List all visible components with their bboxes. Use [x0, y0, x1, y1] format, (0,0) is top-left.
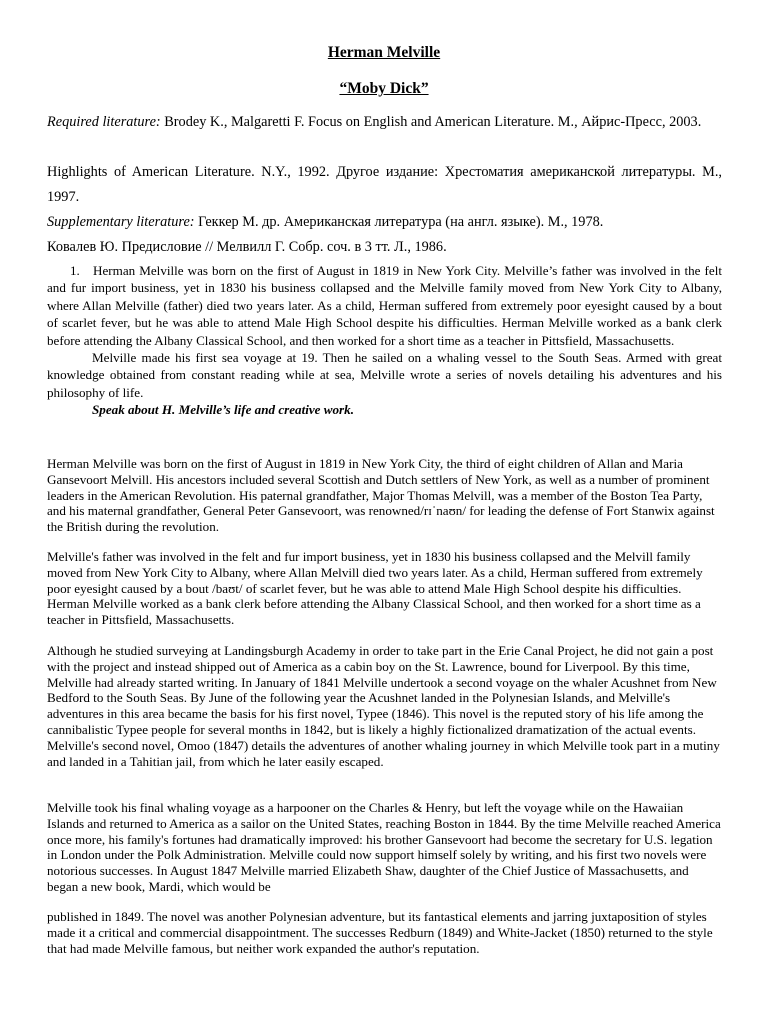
supplementary-literature-text: Геккер М. др. Американская литература (на англ. языке). М., 1978.: [194, 214, 604, 230]
task-prompt: Speak about H. Melville’s life and creative work.: [92, 402, 354, 418]
required-literature-label: Required literature:: [47, 114, 161, 130]
body-paragraph-1: Herman Melville was born on the first of August in 1819 in New York City, the third of eight children of Allan and Maria Gansevoort Melvill. His ancestors included several Scottish and Dutch settlers of New York, as well as a number of prominent leaders in the American Revolution. His paternal grandfather, Major Thomas Melvill, was a member of the Boston Tea Party, and his maternal grandfather, General Peter Gansevoort, was renowned/rɪˈnaʊn/ for leading the defense of Fort Stanwix against the British during the revolution.: [47, 456, 715, 535]
numbered-paragraph-1-text: Herman Melville was born on the first of August in 1819 in New York City. Melville’s father was involved in the felt and fur import business, yet in 1830 his business collapsed and the Melville family moved from New York City to Albany, where Allan Melville (father) died two years later. As a child, Herman suffered from extremely poor eyesight caused by a bout of scarlet fever, but he was able to attend Male High School despite his difficulties. Herman Melville worked as a bank clerk before attending the Albany Classical School, and then worked for a short time as a teacher in Pittsfield, Massachusetts.: [47, 263, 722, 348]
numbered-paragraph-2: Melville made his first sea voyage at 19. Then he sailed on a whaling vessel to the South Seas. Armed with great knowledge obtained from constant reading while at sea, Melville wrote a series of novels detailing his adventures and his philosophy of life.: [47, 350, 722, 400]
page-subtitle: “Moby Dick”: [339, 80, 429, 97]
numbered-paragraph-1: [47, 262, 722, 349]
body-paragraph-4: Melville took his final whaling voyage as a harpooner on the Charles & Henry, but left the voyage while on the Hawaiian Islands and returned to America as a sailor on the United States, reaching Boston in 1844. By the time Melville reached America once more, his family's fortunes had dramatically improved: his brother Gansevoort had become the secretary for U.S. legation in London under the Polk Administration. Melville could now support himself solely by writing, and his first two novels were notorious successes. In August 1847 Melville married Elizabeth Shaw, daughter of the Chief Justice of Massachusetts, and began a new book, Mardi, which would be: [47, 800, 721, 894]
kovalev-reference: Ковалев Ю. Предисловие // Мелвилл Г. Собр. соч. в 3 тт. Л., 1986.: [47, 239, 447, 255]
required-literature: [47, 110, 722, 135]
supplementary-literature-label: Supplementary literature:: [47, 214, 195, 230]
item-number: 1.: [70, 263, 80, 278]
numbered-section: [47, 262, 722, 419]
supplementary-literature: [47, 210, 722, 235]
body-paragraph-2: Melville's father was involved in the felt and fur import business, yet in 1830 his business collapsed and the Melvill family moved from New York City to Albany, where Allan Melvill died two years later. As a child, Herman suffered from extremely poor eyesight caused by a bout /baʊt/ of scarlet fever, but he was able to attend Male High School despite his difficulties. Herman Melville worked as a bank clerk before attending the Albany Classical School, and then worked for a short time as a teacher in Pittsfield, Massachusetts.: [47, 549, 703, 628]
body-paragraph-3: Although he studied surveying at Landingsburgh Academy in order to take part in the Erie Canal Project, he did not gain a post with the project and instead shipped out of America as a cabin boy on the St. Lawrence, bound for Liverpool. By this time, Melville had already started writing. In January of 1841 Melville undertook a second voyage on the whaler Acushnet from New Bedford to the South Seas. By June of the following year the Acushnet landed in the Polynesian Islands, and Melville's adventures in this area became the basis for his first novel, Typee (1846). This novel is the reputed story of his life among the cannibalistic Typee people for several months in 1842, but is likely a highly fictionalized dramatization of the actual events. Melville's second novel, Omoo (1847) details the adventures of another whaling journey in which Melville took part in a mutiny and landed in a Tahitian jail, from which he later easily escaped.: [47, 643, 720, 769]
body-paragraph-5: published in 1849. The novel was another Polynesian adventure, but its fantastical elements and jarring juxtaposition of styles made it a critical and commercial disappointment. The successes Redburn (1849) and White-Jacket (1850) returned to the style that had made Melville famous, but neither work expanded the author's reputation.: [47, 909, 713, 956]
required-literature-text: Brodey K., Malgaretti F. Focus on English and American Literature. M., Айрис-Пресс, 2003.: [160, 114, 702, 130]
highlights-reference: Highlights of American Literature. N.Y., 1992. Другое издание: Хрестоматия американской литературы. М., 1997.: [47, 164, 722, 205]
page-title: Herman Melville: [327, 44, 441, 61]
